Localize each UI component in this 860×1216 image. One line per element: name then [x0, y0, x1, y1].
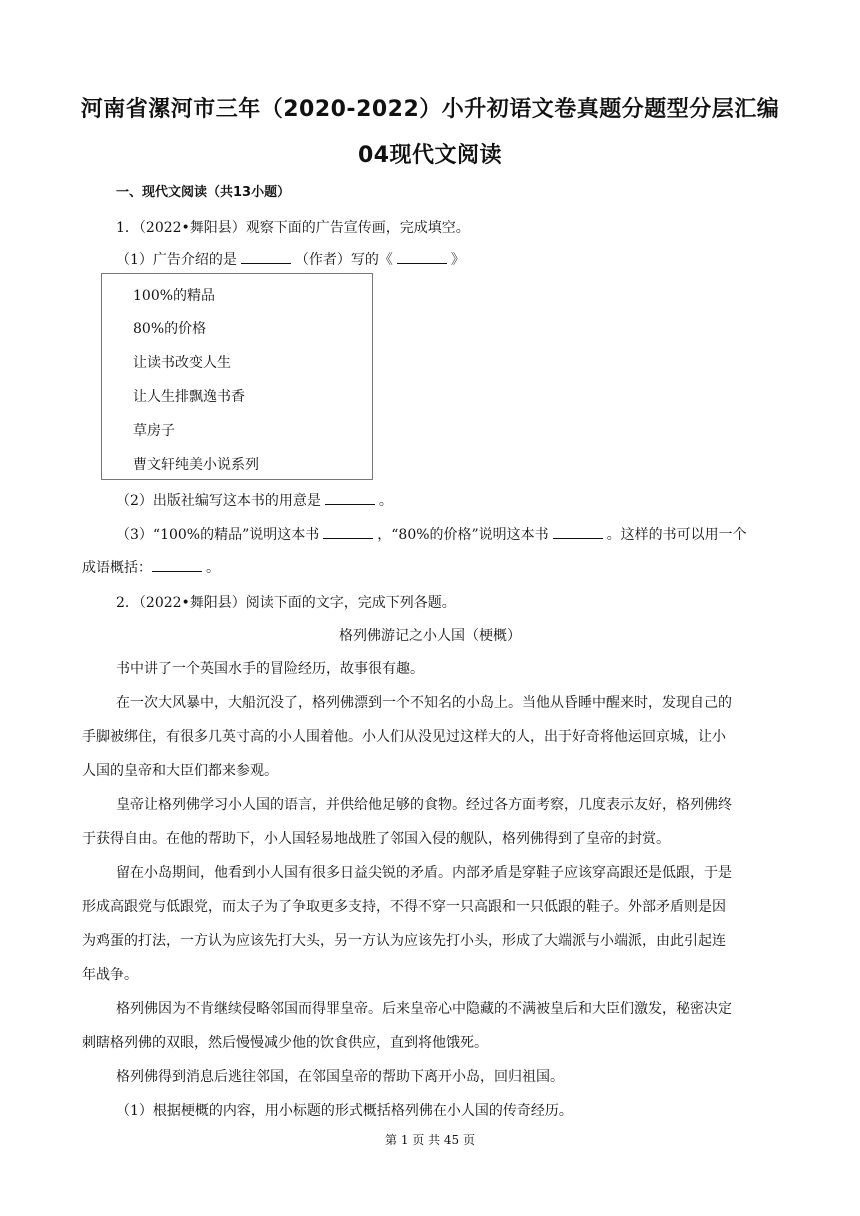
- passage-paragraph-continued: 年战争。: [82, 967, 138, 983]
- passage-paragraph: 在一次大风暴中，大船沉没了，格列佛漂到一个不知名的小岛上。当他从昏睡中醒来时，发现自己的: [116, 695, 732, 711]
- document-title-line2: 04现代文阅读: [357, 143, 503, 168]
- answer-blank: [152, 559, 202, 572]
- passage-paragraph-continued: 于获得自由。在他的帮助下，小人国轻易地战胜了邻国入侵的舰队，格列佛得到了皇帝的封赏。: [82, 831, 670, 847]
- question-2-sub1: （1）根据梗概的内容，用小标题的形式概括格列佛在小人国的传奇经历。: [116, 1103, 573, 1119]
- ad-line: 草房子: [133, 423, 175, 439]
- q1-sub3-text-a: （3）“100%的精品”说明这本书: [116, 527, 320, 543]
- question-1-stem: 1．（2022•舞阳县）观察下面的广告宣传画，完成填空。: [116, 220, 470, 236]
- ad-line: 100%的精品: [133, 288, 216, 304]
- passage-paragraph-continued: 人国的皇帝和大臣们都来参观。: [82, 763, 278, 779]
- advertisement-box: [101, 273, 373, 480]
- passage-paragraph-continued: 手脚被绑住，有很多几英寸高的小人围着他。小人们从没见过这样大的人，出于好奇将他运回京城，让小: [82, 729, 726, 745]
- ad-line: 让读书改变人生: [133, 355, 231, 371]
- question-2-stem: 2．（2022•舞阳县）阅读下面的文字，完成下列各题。: [116, 595, 456, 611]
- answer-blank: [323, 526, 373, 539]
- ad-line: 让人生排飘逸书香: [133, 389, 245, 405]
- q1-sub1-text-c: 》: [450, 252, 465, 268]
- passage-paragraph-continued: 为鸡蛋的打法，一方认为应该先打大头，另一方认为应该先打小头，形成了大端派与小端派，由此引起连: [82, 933, 726, 949]
- answer-blank: [553, 526, 603, 539]
- q1-sub1-text-b: （作者）写的《: [294, 252, 393, 268]
- passage-title: 格列佛游记之小人国（梗概）: [339, 628, 521, 644]
- passage-paragraph-continued: 形成高跟党与低跟党，而太子为了争取更多支持，不得不穿一只高跟和一只低跟的鞋子。外部矛盾则是因: [82, 899, 726, 915]
- question-1-sub2: [116, 490, 393, 510]
- ad-line: 曹文轩纯美小说系列: [133, 457, 259, 473]
- question-1-sub1: [116, 249, 465, 269]
- passage-paragraph: 皇帝让格列佛学习小人国的语言，并供给他足够的食物。经过各方面考察，几度表示友好，格列佛终: [116, 797, 732, 813]
- passage-paragraph: 格列佛得到消息后逃往邻国，在邻国皇帝的帮助下离开小岛，回归祖国。: [116, 1069, 564, 1085]
- page-footer: 第 1 页 共 45 页: [385, 1133, 475, 1147]
- q1-sub1-text-a: （1）广告介绍的是: [116, 252, 237, 268]
- q1-sub3-cont-text-a: 成语概括：: [82, 560, 152, 576]
- passage-paragraph-continued: 刺瞎格列佛的双眼，然后慢慢减少他的饮食供应，直到将他饿死。: [82, 1035, 488, 1051]
- passage-paragraph: 留在小岛期间，他看到小人国有很多日益尖锐的矛盾。内部矛盾是穿鞋子应该穿高跟还是低跟，于是: [116, 865, 732, 881]
- q1-sub2-text-b: 。: [378, 493, 393, 509]
- section-heading: 一、现代文阅读（共13小题）: [116, 185, 291, 200]
- q1-sub3-text-c: 。这样的书可以用一个: [606, 527, 747, 543]
- answer-blank: [325, 492, 375, 505]
- answer-blank: [241, 251, 291, 264]
- question-1-sub3: [116, 524, 747, 544]
- ad-line: 80%的价格: [133, 321, 207, 337]
- question-1-sub3-continued: [82, 557, 220, 577]
- passage-paragraph: 格列佛因为不肯继续侵略邻国而得罪皇帝。后来皇帝心中隐藏的不满被皇后和大臣们激发，秘密决定: [116, 1001, 732, 1017]
- q1-sub3-cont-text-b: 。: [206, 560, 220, 576]
- document-title-line1: 河南省漯河市三年（2020-2022）小升初语文卷真题分题型分层汇编: [80, 97, 780, 122]
- answer-blank: [397, 251, 447, 264]
- q1-sub2-text-a: （2）出版社编写这本书的用意是: [116, 493, 321, 509]
- q1-sub3-text-b: ，“80%的价格”说明这本书: [377, 527, 549, 543]
- passage-paragraph: 书中讲了一个英国水手的冒险经历，故事很有趣。: [116, 661, 424, 677]
